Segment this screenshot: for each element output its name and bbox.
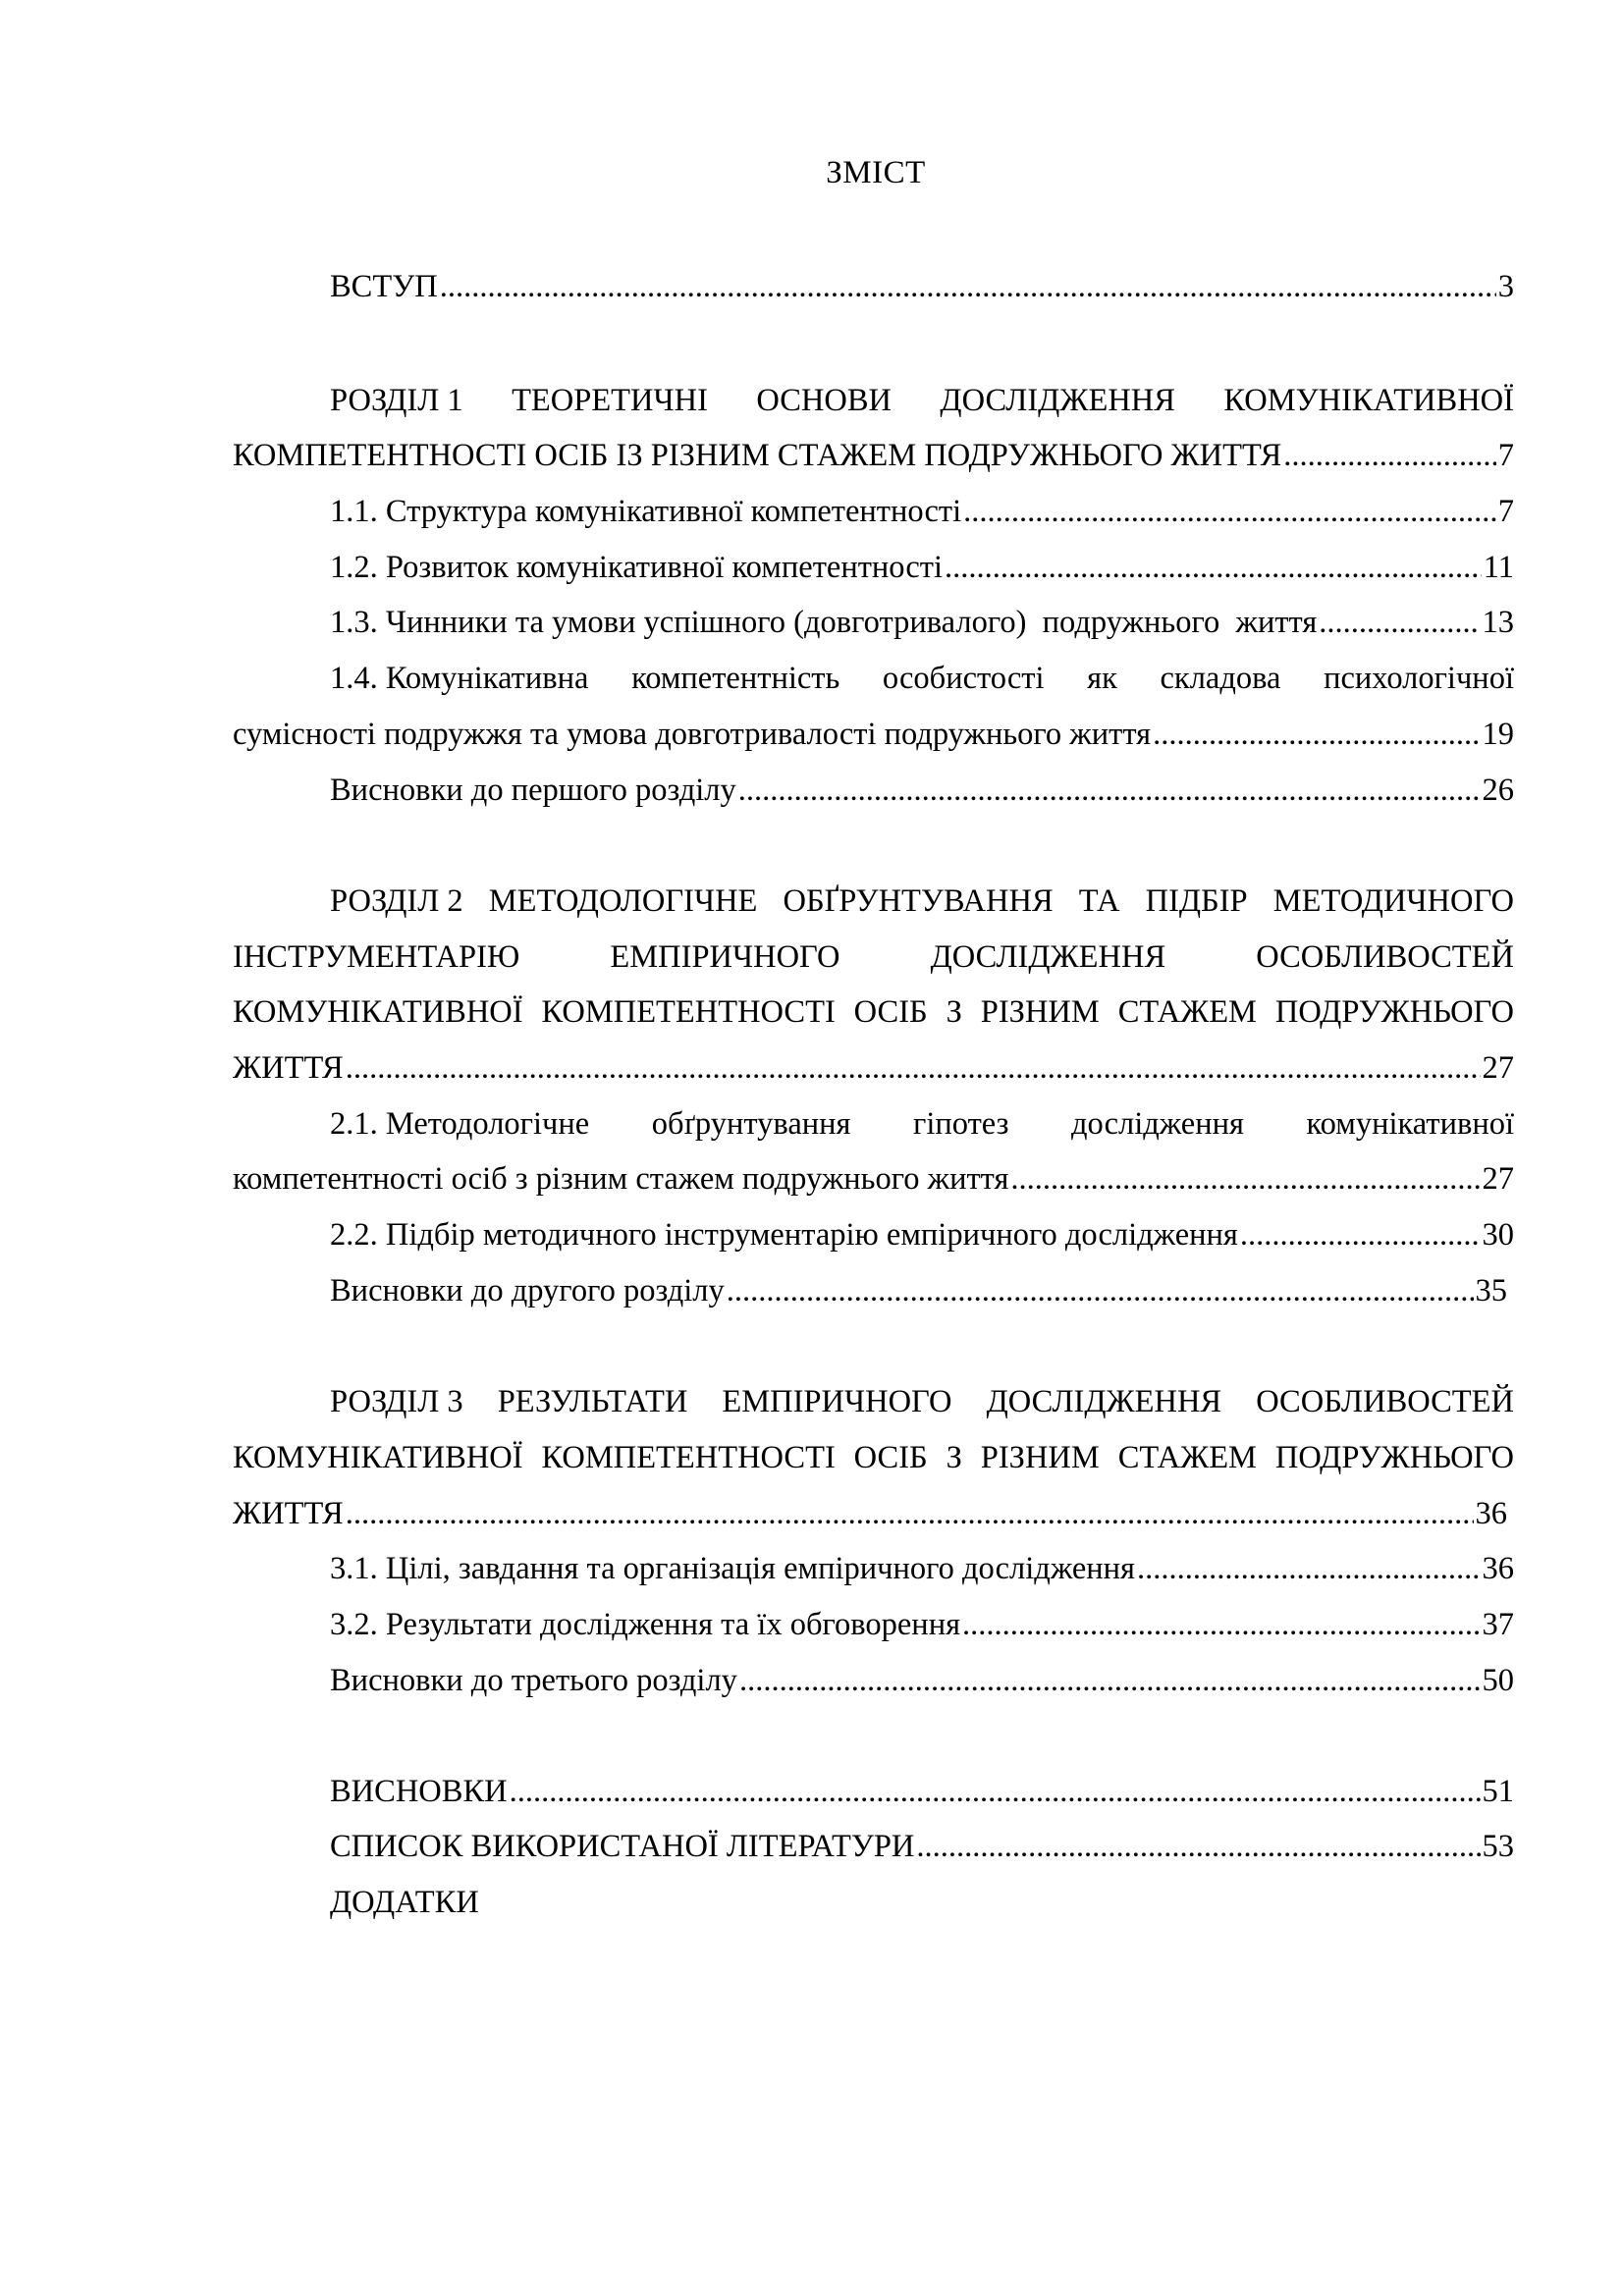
word: ОБҐРУНТУВАННЯ xyxy=(783,883,1054,919)
word: як xyxy=(1087,661,1117,696)
word: ЕМПІРИЧНОГО xyxy=(610,939,840,975)
word: МЕТОДОЛОГІЧНЕ xyxy=(488,883,758,919)
toc-page-number: 53 xyxy=(1482,1829,1514,1864)
toc-entry-label: ДОДАТКИ xyxy=(330,1885,479,1920)
justified-text xyxy=(233,658,1514,699)
toc-entry-2-1-line-2[interactable] xyxy=(233,1158,1514,1200)
justified-text xyxy=(233,1103,1514,1145)
toc-entry-label: ВИСНОВКИ xyxy=(330,1774,508,1809)
word: особистості xyxy=(882,661,1045,696)
word: ІНСТРУМЕНТАРІЮ xyxy=(233,939,520,975)
toc-chapter-3-line-3[interactable] xyxy=(233,1493,1507,1534)
word: РОЗДІЛ 1 xyxy=(330,383,463,418)
toc-entry-3-1[interactable] xyxy=(233,1548,1514,1589)
word: СТАЖЕМ xyxy=(1117,994,1257,1030)
word: РЕЗУЛЬТАТИ xyxy=(497,1384,688,1419)
toc-page-number: 50 xyxy=(1482,1663,1514,1698)
word: 2.1. Методологічне xyxy=(330,1106,590,1142)
toc-entry-intro[interactable] xyxy=(233,266,1514,307)
word: ТА xyxy=(1078,883,1120,919)
toc-entry-label: КОМПЕТЕНТНОСТІ ОСІБ ІЗ РІЗНИМ СТАЖЕМ ПОДРУЖНЬОГО ЖИТТЯ xyxy=(233,438,1282,473)
word: ДОСЛІДЖЕННЯ xyxy=(986,1384,1222,1419)
word: ОСІБ xyxy=(853,994,928,1030)
toc-entry-label: 1.2. Розвиток комунікативної компетентності xyxy=(330,550,944,585)
toc-page-number: 26 xyxy=(1482,773,1514,808)
toc-chapter-1-line-1[interactable] xyxy=(233,380,1514,421)
toc-chapter-2-line-1[interactable] xyxy=(233,881,1514,922)
word: ДОСЛІДЖЕННЯ xyxy=(940,383,1175,418)
dot-leader xyxy=(1137,1548,1480,1589)
toc-entry-label: ВСТУП xyxy=(330,269,438,304)
dot-leader xyxy=(739,1660,1481,1701)
word: обґрунтування xyxy=(651,1106,851,1142)
toc-page-number: 30 xyxy=(1482,1217,1514,1253)
toc-entry-1-4-line-2[interactable] xyxy=(233,714,1514,755)
dot-leader xyxy=(963,491,1496,532)
toc-entry-1-4-line-1[interactable] xyxy=(233,658,1514,699)
justified-text xyxy=(233,936,1514,978)
toc-entry-2-1-line-1[interactable] xyxy=(233,1103,1514,1145)
toc-chapter-2-line-4[interactable] xyxy=(233,1047,1514,1089)
justified-text xyxy=(233,380,1514,421)
word: ПОДРУЖНЬОГО xyxy=(1274,1440,1514,1475)
justified-text xyxy=(233,991,1514,1033)
word: ДОСЛІДЖЕННЯ xyxy=(930,939,1166,975)
toc-entry-label: сумісності подружжя та умова довготривалості подружнього життя xyxy=(233,717,1152,752)
dot-leader xyxy=(510,1771,1481,1812)
word: З xyxy=(946,994,962,1030)
toc-page-number: 36 xyxy=(1482,1551,1514,1586)
toc-page-number: 51 xyxy=(1482,1774,1514,1809)
word: ОСІБ xyxy=(853,1440,928,1475)
word: гіпотез xyxy=(913,1106,1009,1142)
toc-entry-appendices[interactable] xyxy=(233,1882,1514,1923)
toc-page-number: 19 xyxy=(1482,717,1514,752)
toc-entry-label: 3.1. Цілі, завдання та організація емпіричного дослідження xyxy=(330,1551,1136,1586)
toc-page-number: 27 xyxy=(1482,1050,1514,1086)
word: РІЗНИМ xyxy=(980,1440,1100,1475)
toc-entry-label: компетентності осіб з різним стажем подружнього життя xyxy=(233,1161,1009,1197)
toc-entry-label: 2.2. Підбір методичного інструментарію емпіричного дослідження xyxy=(330,1217,1238,1253)
toc-page-number: 13 xyxy=(1482,605,1514,640)
toc-chapter-2-line-3[interactable] xyxy=(233,991,1514,1033)
dot-leader xyxy=(1283,435,1495,476)
toc-entry-label: ЖИТТЯ xyxy=(233,1496,344,1531)
toc-entry-1-2[interactable] xyxy=(233,547,1514,588)
toc-chapter-1-line-2[interactable] xyxy=(233,435,1514,476)
word: РОЗДІЛ 3 xyxy=(330,1384,463,1419)
toc-entry-conclusions-1[interactable] xyxy=(233,770,1514,811)
word: 1.4. Комунікативна xyxy=(330,661,589,696)
word: РІЗНИМ xyxy=(980,994,1100,1030)
toc-page-number: 36 xyxy=(1475,1496,1507,1531)
word: ОСОБЛИВОСТЕЙ xyxy=(1256,939,1514,975)
toc-entry-2-2[interactable] xyxy=(233,1214,1514,1255)
dot-leader xyxy=(1319,602,1480,643)
toc-entry-label: ЖИТТЯ xyxy=(233,1050,344,1086)
dot-leader xyxy=(1240,1214,1481,1255)
justified-text xyxy=(233,881,1514,922)
toc-page-number: 35 xyxy=(1475,1273,1507,1308)
dot-leader xyxy=(346,1493,1474,1534)
toc-chapter-3-line-2[interactable] xyxy=(233,1437,1514,1478)
word: ОСОБЛИВОСТЕЙ xyxy=(1256,1384,1514,1419)
toc-entry-label: Висновки до другого розділу xyxy=(330,1273,725,1308)
word: комунікативної xyxy=(1306,1106,1514,1142)
word: психологічної xyxy=(1324,661,1514,696)
dot-leader xyxy=(346,1047,1481,1089)
dot-leader xyxy=(738,770,1481,811)
word: КОМУНІКАТИВНОЇ xyxy=(1223,383,1514,418)
word: компетентність xyxy=(631,661,840,696)
toc-entry-references[interactable] xyxy=(233,1826,1514,1867)
toc-page-number: 7 xyxy=(1497,438,1514,473)
toc-entry-label: Висновки до третього розділу xyxy=(330,1663,737,1698)
toc-entry-1-1[interactable] xyxy=(233,491,1514,532)
toc-entry-1-3[interactable] xyxy=(233,602,1514,643)
word: КОМПЕТЕНТНОСТІ xyxy=(541,994,836,1030)
dot-leader xyxy=(1010,1158,1480,1200)
word: СТАЖЕМ xyxy=(1117,1440,1257,1475)
dot-leader xyxy=(440,266,1496,307)
word: ПІДБІР xyxy=(1145,883,1248,919)
toc-entry-conclusions-2[interactable] xyxy=(233,1270,1507,1311)
toc-entry-conclusions-3[interactable] xyxy=(233,1660,1514,1701)
dot-leader xyxy=(962,1604,1480,1645)
word: ПОДРУЖНЬОГО xyxy=(1274,994,1514,1030)
word: КОМУНІКАТИВНОЇ xyxy=(233,1440,523,1475)
toc-title: ЗМІСТ xyxy=(826,155,926,190)
word: КОМПЕТЕНТНОСТІ xyxy=(541,1440,836,1475)
word: КОМУНІКАТИВНОЇ xyxy=(233,994,523,1030)
word: ОСНОВИ xyxy=(756,383,892,418)
toc-chapter-2-line-2[interactable] xyxy=(233,936,1514,978)
word: дослідження xyxy=(1070,1106,1244,1142)
word: МЕТОДИЧНОГО xyxy=(1272,883,1514,919)
word: РОЗДІЛ 2 xyxy=(330,883,463,919)
justified-text xyxy=(233,1381,1514,1422)
toc-page-number: 27 xyxy=(1482,1161,1514,1197)
dot-leader xyxy=(727,1270,1474,1311)
word: складова xyxy=(1160,661,1281,696)
toc-entry-label: 3.2. Результати дослідження та їх обговорення xyxy=(330,1607,961,1642)
toc-entry-label: СПИСОК ВИКОРИСТАНОЇ ЛІТЕРАТУРИ xyxy=(330,1829,915,1864)
justified-text xyxy=(233,1437,1514,1478)
toc-entry-label: 1.1. Структура комунікативної компетентності xyxy=(330,494,962,529)
toc-page-number: 11 xyxy=(1483,550,1514,585)
word: ТЕОРЕТИЧНІ xyxy=(512,383,708,418)
dot-leader xyxy=(945,547,1482,588)
toc-entry-label: 1.3. Чинники та умови успішного (довготривалого) подружнього життя xyxy=(330,605,1318,640)
toc-page-number: 37 xyxy=(1482,1607,1514,1642)
toc-page-number: 3 xyxy=(1497,269,1514,304)
toc-page-number: 7 xyxy=(1497,494,1514,529)
toc-entry-3-2[interactable] xyxy=(233,1604,1514,1645)
word: ЕМПІРИЧНОГО xyxy=(722,1384,952,1419)
toc-chapter-3-line-1[interactable] xyxy=(233,1381,1514,1422)
dot-leader xyxy=(1153,714,1480,755)
dot-leader xyxy=(916,1826,1480,1867)
toc-entry-conclusions[interactable] xyxy=(233,1771,1514,1812)
word: З xyxy=(946,1440,962,1475)
toc-entry-label: Висновки до першого розділу xyxy=(330,773,736,808)
